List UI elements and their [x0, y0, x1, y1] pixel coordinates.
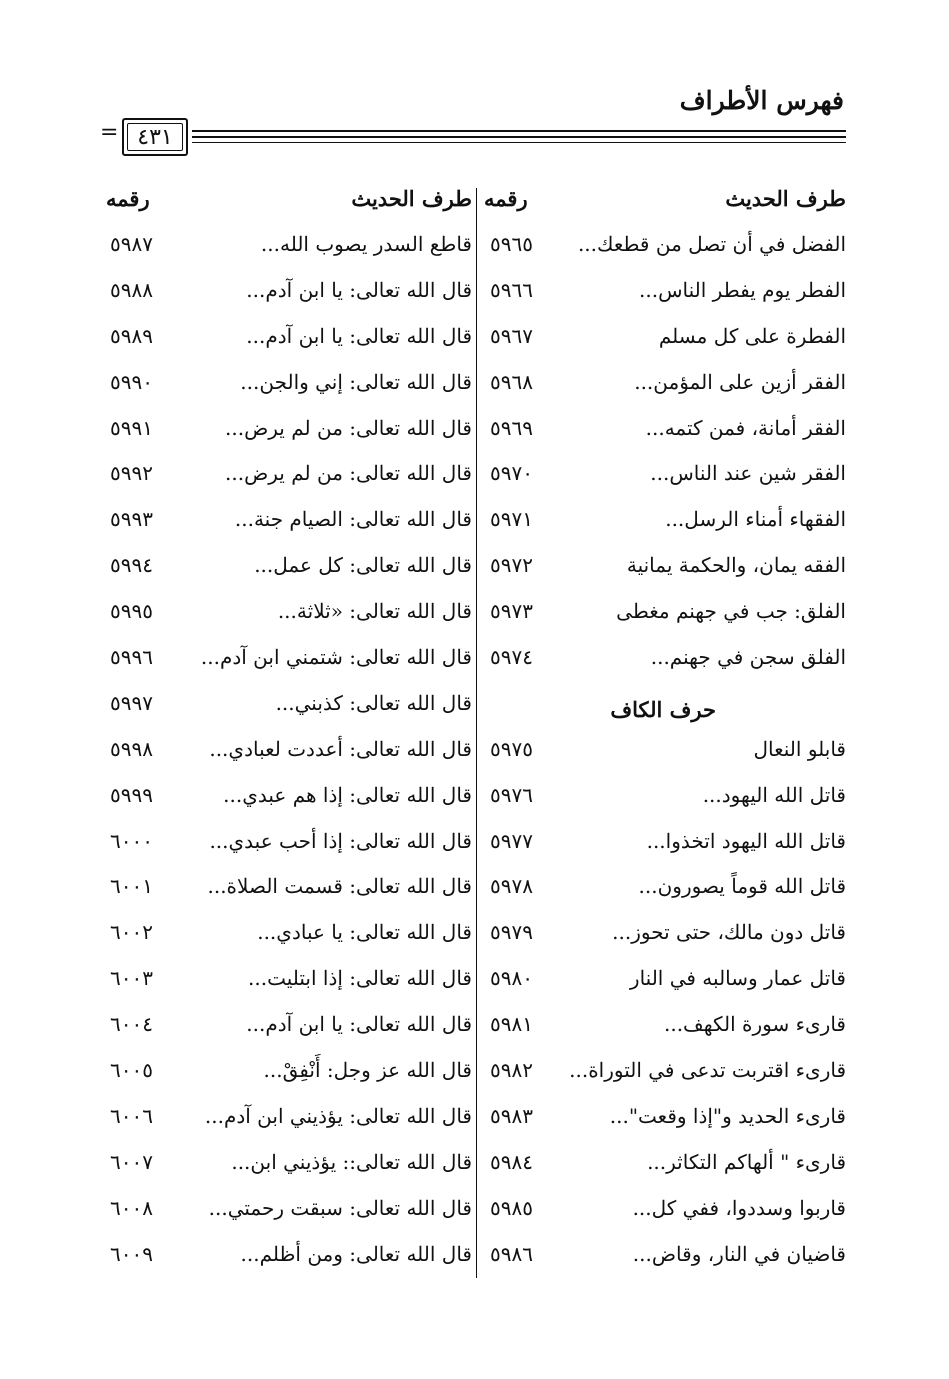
hadith-text: قاتل عمار وسالبه في النار	[629, 966, 846, 991]
left-entries	[106, 226, 472, 1281]
hadith-text: قاتل دون مالك، حتى تحوز...	[612, 920, 846, 945]
index-entry	[480, 1098, 846, 1144]
hadith-number: ٦٠٠٨	[110, 1195, 153, 1220]
left-column	[106, 186, 472, 1281]
index-entry	[106, 914, 472, 960]
column-divider	[476, 188, 477, 1278]
hadith-text: قال الله تعالى: إذا ابتليت...	[248, 966, 472, 991]
index-entry	[106, 501, 472, 547]
hadith-text: قارىء سورة الكهف...	[663, 1012, 846, 1037]
hadith-text: قال الله تعالى: إني والجن...	[240, 369, 472, 394]
index-entry	[106, 364, 472, 410]
hadith-text: الفضل في أن تصل من قطعك...	[577, 232, 846, 256]
hadith-text: الفلق: جب في جهنم مغطى	[616, 599, 846, 624]
index-entry	[106, 226, 472, 272]
page-marker: =	[100, 120, 119, 145]
hadith-text: قال الله تعالى: شتمني ابن آدم...	[200, 645, 472, 670]
hadith-number: ٦٠٠٩	[110, 1241, 153, 1266]
hadith-text: قاتل الله اليهود...	[702, 782, 846, 807]
hadith-number: ٥٩٧٨	[490, 874, 533, 899]
column-header	[480, 186, 846, 226]
index-entry	[480, 731, 846, 777]
hadith-number: ٥٩٧١	[490, 507, 533, 532]
index-entry	[480, 272, 846, 318]
hadith-text: قال الله تعالى: يا ابن آدم...	[246, 323, 472, 348]
hadith-text: قارىء الحديد و"إذا وقعت"...	[609, 1103, 846, 1128]
index-entry	[480, 318, 846, 364]
hadith-number: ٥٩٧٩	[490, 920, 533, 945]
hadith-number: ٥٩٨٩	[110, 323, 153, 348]
page-number: ٤٣١	[137, 124, 173, 150]
hadith-number: ٥٩٩٠	[110, 369, 153, 394]
index-entry	[480, 639, 846, 685]
hadith-number: ٥٩٨١	[490, 1012, 533, 1037]
hadith-number: ٦٠٠٢	[110, 920, 153, 945]
header-rule	[100, 118, 846, 160]
index-entry	[480, 1236, 846, 1282]
hadith-number: ٥٩٩٧	[110, 690, 153, 715]
hadith-text: الفقهاء أمناء الرسل...	[665, 507, 846, 532]
hadith-number: ٥٩٨٢	[490, 1058, 533, 1083]
hadith-text: الفلق سجن في جهنم...	[650, 645, 846, 670]
page-number-box	[122, 118, 188, 156]
hadith-text: الفقر أمانة، فمن كتمه...	[645, 415, 846, 440]
hadith-number: ٥٩٦٨	[490, 369, 533, 394]
hadith-text: قال الله عز وجل: أَنْفِقْ...	[263, 1058, 472, 1083]
hadith-number: ٦٠٠٠	[110, 828, 153, 853]
hadith-header: طرف الحديث	[725, 186, 846, 211]
hadith-text: قال الله تعالى:: يؤذيني ابن...	[231, 1149, 472, 1174]
rule-line	[192, 142, 846, 143]
hadith-text: قارىء " ألهاكم التكاثر...	[647, 1149, 846, 1174]
index-entry	[480, 226, 846, 272]
index-entry	[106, 1052, 472, 1098]
hadith-number: ٥٩٩٢	[110, 461, 153, 486]
index-entry	[480, 593, 846, 639]
index-entry	[480, 914, 846, 960]
hadith-header: طرف الحديث	[351, 186, 472, 211]
hadith-number: ٥٩٨٥	[490, 1195, 533, 1220]
hadith-text: قال الله تعالى: أعددت لعبادي...	[209, 736, 472, 761]
index-entry	[106, 960, 472, 1006]
hadith-number: ٥٩٩٨	[110, 736, 153, 761]
hadith-text: قاربوا وسددوا، ففي كل...	[632, 1195, 846, 1220]
hadith-number: ٥٩٨٨	[110, 277, 153, 302]
hadith-number: ٦٠٠٥	[110, 1058, 153, 1083]
hadith-number: ٦٠٠١	[110, 874, 153, 899]
page-title: فهرس الأطراف	[679, 86, 844, 115]
hadith-number: ٥٩٩١	[110, 415, 153, 440]
index-entry	[106, 639, 472, 685]
index-entry	[480, 777, 846, 823]
hadith-text: الفقر شين عند الناس...	[650, 461, 846, 486]
index-entry	[480, 501, 846, 547]
rule-line	[192, 130, 846, 132]
hadith-text: قال الله تعالى: كل عمل...	[254, 553, 472, 578]
hadith-text: قال الله تعالى: الصيام جنة...	[234, 507, 472, 532]
index-entry	[106, 731, 472, 777]
index-entry	[480, 1144, 846, 1190]
right-column	[480, 186, 846, 1281]
index-entry	[106, 1006, 472, 1052]
hadith-number: ٦٠٠٧	[110, 1149, 153, 1174]
hadith-number: ٥٩٧٧	[490, 828, 533, 853]
index-entry	[106, 777, 472, 823]
index-entry	[480, 410, 846, 456]
right-entries	[480, 226, 846, 1281]
index-entry	[106, 593, 472, 639]
hadith-text: قاطع السدر يصوب الله...	[260, 232, 472, 256]
index-entry	[480, 960, 846, 1006]
hadith-text: قال الله تعالى: من لم يرض...	[225, 461, 472, 486]
hadith-number: ٦٠٠٦	[110, 1103, 153, 1128]
index-entry	[106, 1098, 472, 1144]
index-entry	[106, 823, 472, 869]
hadith-number: ٥٩٧٣	[490, 599, 533, 624]
hadith-text: قال الله تعالى: من لم يرض...	[225, 415, 472, 440]
index-entry	[106, 455, 472, 501]
hadith-text: قال الله تعالى: إذا أحب عبدي...	[209, 828, 472, 853]
index-entry	[106, 1236, 472, 1282]
hadith-text: قال الله تعالى: يا ابن آدم...	[246, 277, 472, 302]
index-entry	[106, 868, 472, 914]
section-heading	[480, 685, 846, 731]
number-header: رقمه	[484, 186, 528, 211]
hadith-text: قابلو النعال	[753, 736, 846, 761]
hadith-number: ٥٩٨٤	[490, 1149, 533, 1174]
hadith-number: ٥٩٦٧	[490, 323, 533, 348]
hadith-text: قال الله تعالى: كذبني...	[275, 690, 472, 715]
hadith-number: ٥٩٩٦	[110, 645, 153, 670]
hadith-text: قال الله تعالى: قسمت الصلاة...	[207, 874, 472, 899]
index-entry	[480, 1052, 846, 1098]
hadith-text: قال الله تعالى: يا عبادي...	[257, 920, 472, 945]
index-entry	[480, 547, 846, 593]
index-entry	[106, 1144, 472, 1190]
index-entry	[480, 455, 846, 501]
hadith-number: ٥٩٦٩	[490, 415, 533, 440]
hadith-number: ٥٩٨٧	[110, 232, 153, 256]
index-entry	[480, 1006, 846, 1052]
hadith-text: قاضيان في النار، وقاض...	[632, 1241, 846, 1266]
hadith-text: قال الله تعالى: يؤذيني ابن آدم...	[204, 1103, 472, 1128]
hadith-number: ٥٩٦٥	[490, 232, 533, 256]
index-entry	[106, 410, 472, 456]
index-entry	[480, 1190, 846, 1236]
hadith-number: ٥٩٨٣	[490, 1103, 533, 1128]
section-title: حرف الكاف	[610, 696, 716, 722]
index-entry	[106, 318, 472, 364]
hadith-number: ٥٩٨٠	[490, 966, 533, 991]
hadith-text: قال الله تعالى: ومن أظلم...	[240, 1241, 472, 1266]
hadith-text: قاتل الله قوماً يصورون...	[638, 874, 846, 899]
hadith-number: ٦٠٠٣	[110, 966, 153, 991]
hadith-number: ٥٩٧٠	[490, 461, 533, 486]
hadith-number: ٥٩٩٣	[110, 507, 153, 532]
index-entry	[106, 547, 472, 593]
hadith-number: ٥٩٧٥	[490, 736, 533, 761]
hadith-number: ٦٠٠٤	[110, 1012, 153, 1037]
hadith-number: ٥٩٧٦	[490, 782, 533, 807]
hadith-number: ٥٩٩٩	[110, 782, 153, 807]
index-entry	[106, 1190, 472, 1236]
hadith-text: الفطرة على كل مسلم	[658, 323, 846, 348]
hadith-number: ٥٩٧٤	[490, 645, 533, 670]
hadith-text: قارىء اقتربت تدعى في التوراة...	[569, 1058, 846, 1083]
index-entry	[106, 685, 472, 731]
hadith-text: قال الله تعالى: «ثلاثة...	[277, 599, 472, 624]
hadith-text: الفقر أزين على المؤمن...	[634, 369, 846, 394]
hadith-text: قال الله تعالى: سبقت رحمتي...	[208, 1195, 472, 1220]
number-header: رقمه	[106, 186, 150, 211]
index-entry	[480, 823, 846, 869]
hadith-text: قال الله تعالى: يا ابن آدم...	[246, 1012, 472, 1037]
rule-line	[192, 136, 846, 138]
index-entry	[480, 364, 846, 410]
hadith-number: ٥٩٨٦	[490, 1241, 533, 1266]
hadith-text: قاتل الله اليهود اتخذوا...	[646, 828, 846, 853]
hadith-number: ٥٩٦٦	[490, 277, 533, 302]
hadith-text: الفطر يوم يفطر الناس...	[639, 277, 846, 302]
column-header	[106, 186, 472, 226]
index-entry	[480, 868, 846, 914]
hadith-number: ٥٩٩٤	[110, 553, 153, 578]
hadith-text: قال الله تعالى: إذا هم عبدي...	[223, 782, 472, 807]
index-entry	[106, 272, 472, 318]
hadith-text: الفقه يمان، والحكمة يمانية	[626, 553, 846, 578]
hadith-number: ٥٩٧٢	[490, 553, 533, 578]
hadith-number: ٥٩٩٥	[110, 599, 153, 624]
